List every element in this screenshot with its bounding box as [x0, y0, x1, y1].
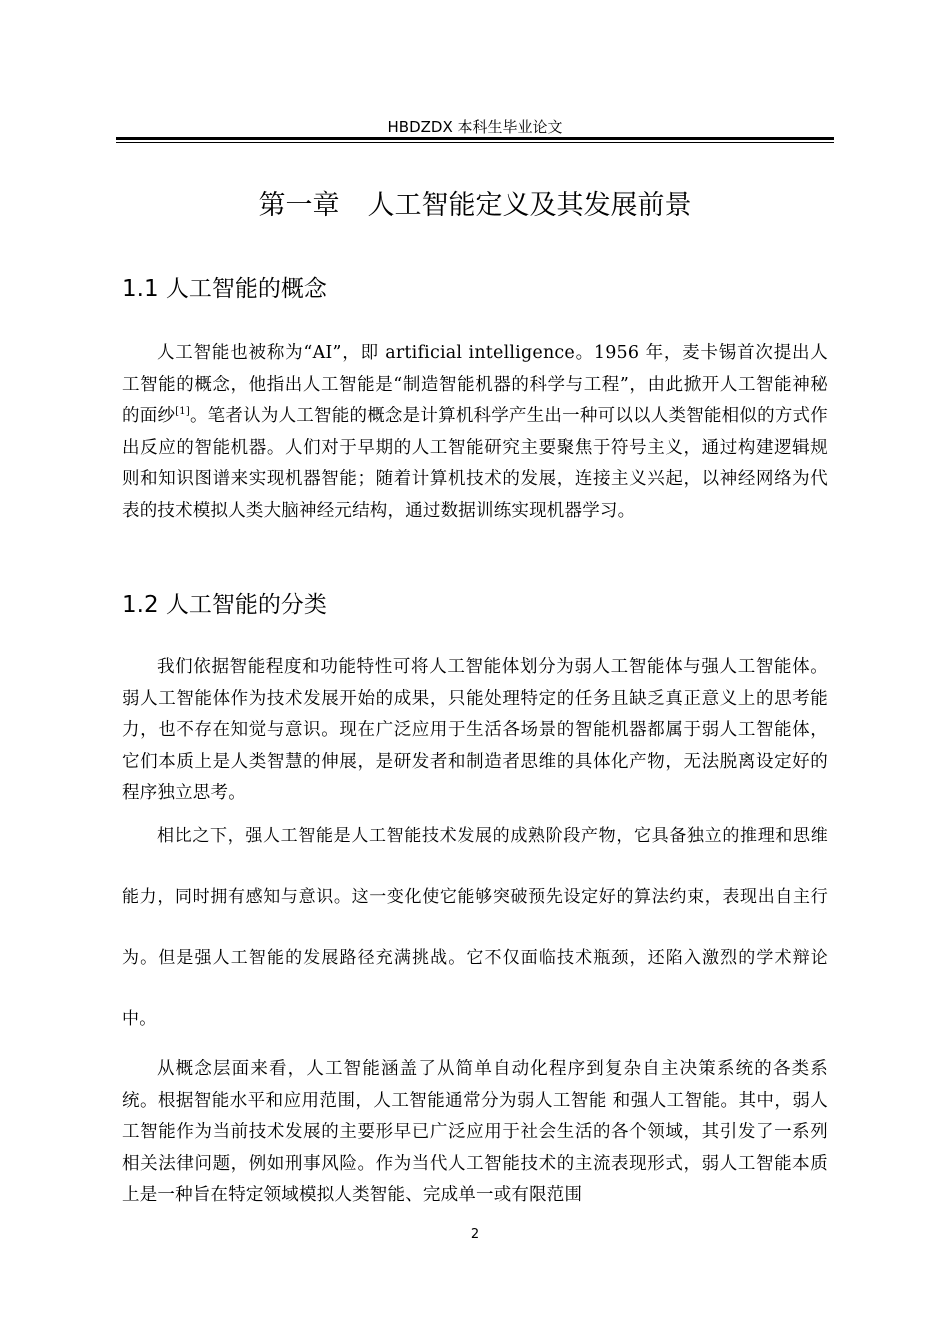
paragraph-concept-text-a: 人工智能也被称为“AI”，即 artificial intelligence。1956 年，麦卡锡首次提出人工智能的概念，他指出人工智能是“制造智能机器的科学与工程”，由此掀开人工智能神秘的面纱: [122, 343, 828, 426]
paragraph-concept-text-b: 。笔者认为人工智能的概念是计算机科学产生出一种可以以人类智能相似的方式作出反应的智能机器。人们对于早期的人工智能研究主要聚焦于符号主义，通过构建逻辑规则和知识图谱来实现机器智能；随着计算机技术的发展，连接主义兴起，以神经网络为代表的技术模拟人类大脑神经元结构，通过数据训练实现机器学习。: [122, 406, 828, 521]
section-heading-1-1: 1.1 人工智能的概念: [122, 276, 327, 302]
page-number: 2: [470, 1227, 480, 1242]
running-header: HBDZDX 本科生毕业论文: [387, 118, 563, 136]
paragraph-concept: [122, 338, 828, 527]
header-rule-thick: [116, 137, 834, 140]
paragraph-concept-levels: 从概念层面来看，人工智能涵盖了从简单自动化程序到复杂自主决策系统的各类系统。根据智能水平和应用范围，人工智能通常分为弱人工智能 和强人工智能。其中，弱人工智能作为当前技术发展的主要形早已广泛应用于社会生活的各个领域，其引发了一系列相关法律问题，例如刑事风险。作为当代人工智能技术的主流表现形式，弱人工智能本质上是一种旨在特定领域模拟人类智能、完成单一或有限范围: [122, 1059, 828, 1205]
chapter-title: [116, 186, 834, 226]
chapter-name: 人工智能定义及其发展前景: [367, 190, 692, 221]
paragraph-strong-ai: 相比之下，强人工智能是人工智能技术发展的成熟阶段产物，它具备独立的推理和思维能力，同时拥有感知与意识。这一变化使它能够突破预先设定好的算法约束，表现出自主行为。但是强人工智能的发展路径充满挑战。它不仅面临技术瓶颈，还陷入激烈的学术辩论中。: [122, 826, 828, 1029]
paragraph-weak-ai: 我们依据智能程度和功能特性可将人工智能体划分为弱人工智能体与强人工智能体。弱人工智能体作为技术发展开始的成果，只能处理特定的任务且缺乏真正意义上的思考能力，也不存在知觉与意识。现在广泛应用于生活各场景的智能机器都属于弱人工智能体，它们本质上是人类智慧的伸展，是研发者和制造者思维的具体化产物，无法脱离设定好的程序独立思考。: [122, 657, 828, 803]
header-rule-thin: [116, 142, 834, 143]
chapter-number: 第一章: [258, 190, 340, 221]
citation-ref: [1]: [175, 406, 190, 418]
section-heading-1-2: 1.2 人工智能的分类: [122, 592, 327, 618]
